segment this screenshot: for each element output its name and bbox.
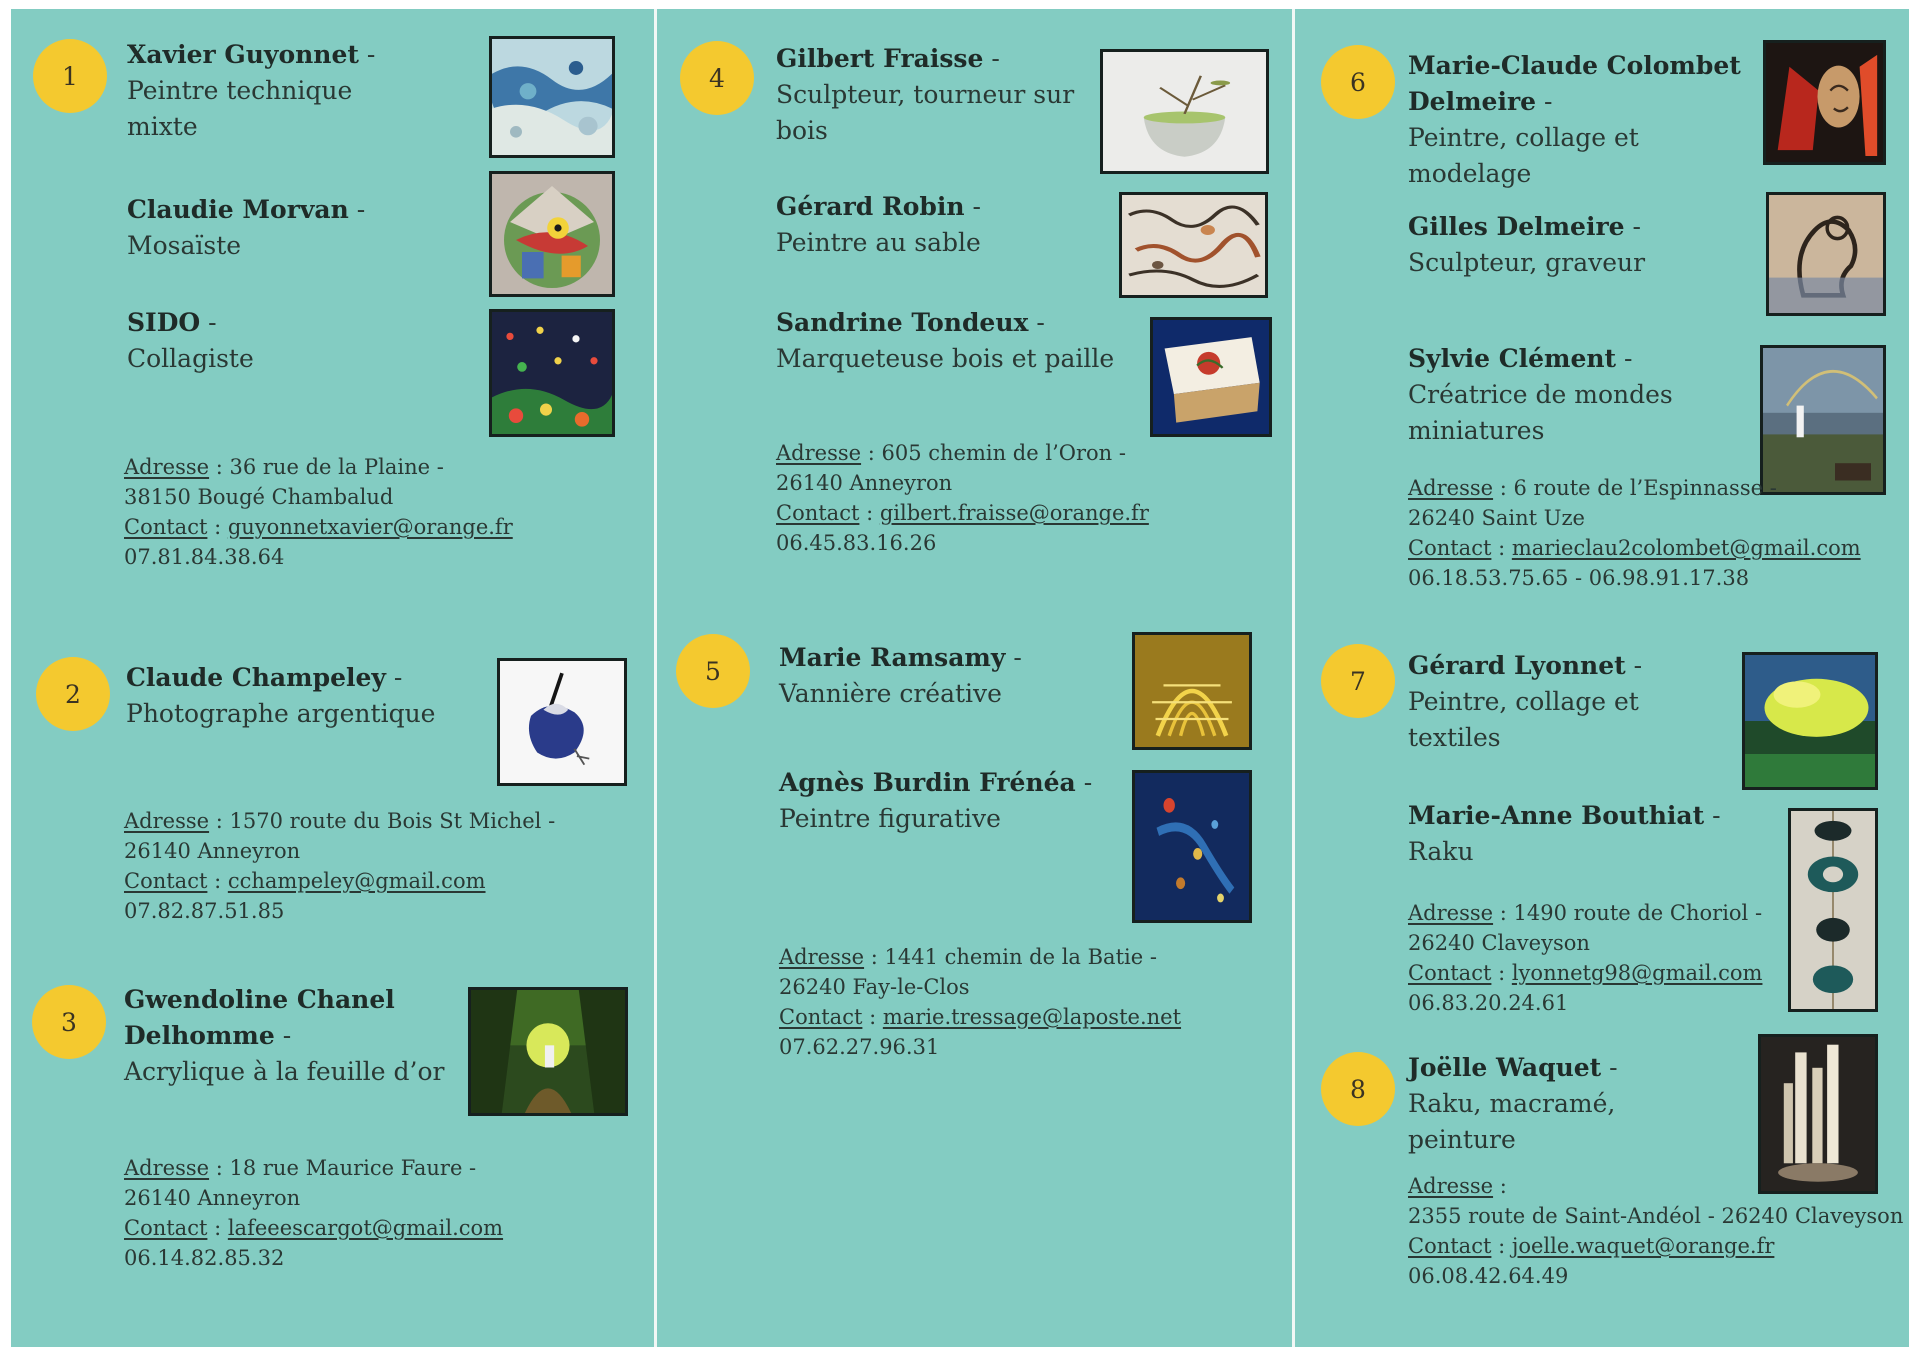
artist-discipline: Sculpteur, graveur (1408, 248, 1646, 277)
artist-name: Marie Ramsamy (779, 643, 1006, 672)
address-line: 18 rue Maurice Faure - (229, 1156, 477, 1180)
artist-discipline: Sculpteur, tourneur sur bois (776, 80, 1075, 145)
artist-discipline: Marqueteuse bois et paille (776, 344, 1115, 373)
artist-entry: Claude Champeley - Photographe argentique (126, 663, 436, 728)
contact-label: Contact (124, 1216, 208, 1240)
artwork-thumbnail (1150, 317, 1272, 437)
artwork-thumbnail (1758, 1034, 1878, 1194)
artwork-thumbnail (1742, 652, 1878, 790)
artist-entry: Gilles Delmeire - Sculpteur, graveur (1408, 212, 1646, 277)
address-label: Adresse (124, 455, 210, 479)
number-badge: 1 (33, 39, 107, 113)
address-line: 38150 Bougé Chambalud (124, 485, 394, 509)
address-label: Adresse (1408, 901, 1494, 925)
phone-number: 06.14.82.85.32 (124, 1246, 285, 1270)
address-line: 26140 Anneyron (124, 1186, 301, 1210)
number-badge: 5 (676, 634, 750, 708)
address-label: Adresse (776, 441, 862, 465)
artist-entry: Gilbert Fraisse - Sculpteur, tourneur sur bois (776, 44, 1075, 145)
artist-entry: Agnès Burdin Frénéa - Peintre figurative (779, 768, 1093, 833)
artist-name: Gilbert Fraisse (776, 44, 984, 73)
address-line: 1570 route du Bois St Michel - (229, 809, 556, 833)
contact-block: Adresse : 18 rue Maurice Faure - 26140 Anneyron Contact : lafeeescargot@gmail.com 06.14.82.85.32 (124, 1156, 504, 1270)
address-line: 26140 Anneyron (124, 839, 301, 863)
email-link[interactable]: joelle.waquet@orange.fr (1511, 1234, 1775, 1258)
number-badge: 3 (32, 985, 106, 1059)
contact-block: Adresse : 36 rue de la Plaine - 38150 Bougé Chambalud Contact : guyonnetxavier@orange.fr 07.81.84.38.64 (124, 455, 513, 569)
phone-number: 06.08.42.64.49 (1408, 1264, 1569, 1288)
artwork-thumbnail (1763, 40, 1886, 165)
address-line: 26140 Anneyron (776, 471, 953, 495)
artist-entry: Marie-Claude Colombet Delmeire - Peintre, collage et modelage (1408, 51, 1741, 188)
email-link[interactable]: guyonnetxavier@orange.fr (227, 515, 513, 539)
artist-entry: Marie Ramsamy - Vannière créative (779, 643, 1022, 708)
address-label: Adresse (124, 1156, 210, 1180)
contact-block: Adresse : 2355 route de Saint-Andéol - 26240 Claveyson Contact : joelle.waquet@orange.fr 06.08.42.64.49 (1408, 1174, 1904, 1288)
number-badge: 7 (1321, 644, 1395, 718)
artist-entry: Gwendoline Chanel Delhomme - Acrylique à la feuille d’or (124, 985, 445, 1086)
contact-block: Adresse : 1570 route du Bois St Michel - 26140 Anneyron Contact : cchampeley@gmail.com 07.82.87.51.85 (124, 809, 556, 923)
fold-line (1292, 9, 1295, 1347)
artist-entry: Sandrine Tondeux - Marqueteuse bois et paille (776, 308, 1115, 373)
contact-label: Contact (776, 501, 860, 525)
address-line: 26240 Claveyson (1408, 931, 1590, 955)
artist-name: Sylvie Clément (1408, 344, 1617, 373)
address-line: 6 route de l’Espinnasse - (1513, 476, 1777, 500)
artist-discipline: Mosaïste (127, 231, 242, 260)
address-line: 26240 Saint Uze (1408, 506, 1585, 530)
artist-discipline: Photographe argentique (126, 699, 436, 728)
artist-discipline: Créatrice de mondes miniatures (1408, 380, 1673, 445)
artist-name: SIDO (127, 308, 201, 337)
artist-name: Gwendoline Chanel Delhomme (124, 985, 395, 1050)
artist-discipline: Peintre, collage et modelage (1408, 123, 1639, 188)
contact-block: Adresse : 1441 chemin de la Batie - 26240 Fay-le-Clos Contact : marie.tressage@laposte.net 07.62.27.96.31 (779, 945, 1182, 1059)
artist-name: Gérard Robin (776, 192, 965, 221)
contact-label: Contact (1408, 961, 1492, 985)
address-line: 26240 Fay-le-Clos (779, 975, 970, 999)
artwork-thumbnail (1132, 632, 1252, 750)
artwork-thumbnail (1100, 49, 1269, 174)
artist-name: Xavier Guyonnet (127, 40, 359, 69)
contact-block: Adresse : 6 route de l’Espinnasse - 26240 Saint Uze Contact : marieclau2colombet@gmail.com 06.18.53.75.65 - 06.98.91.17.38 (1408, 476, 1861, 590)
artist-name: Agnès Burdin Frénéa (779, 768, 1076, 797)
number-badge: 4 (680, 41, 754, 115)
artist-discipline: Peintre, collage et textiles (1408, 687, 1639, 752)
contact-label: Contact (124, 515, 208, 539)
artist-discipline: Raku (1408, 837, 1474, 866)
artist-entry: Marie-Anne Bouthiat - Raku (1408, 801, 1721, 866)
artwork-thumbnail (489, 309, 615, 437)
number-badge: 2 (36, 657, 110, 731)
artist-name: Joëlle Waquet (1408, 1053, 1602, 1082)
address-label: Adresse (1408, 1174, 1494, 1198)
artist-name: Gilles Delmeire (1408, 212, 1625, 241)
address-label: Adresse (1408, 476, 1494, 500)
address-line: 605 chemin de l’Oron - (881, 441, 1126, 465)
contact-block: Adresse : 605 chemin de l’Oron - 26140 Anneyron Contact : gilbert.fraisse@orange.fr 06.45.83.16.26 (776, 441, 1149, 555)
email-link[interactable]: lyonnetg98@gmail.com (1511, 961, 1763, 985)
artist-discipline: Peintre technique mixte (127, 76, 353, 141)
artwork-thumbnail (1766, 192, 1886, 316)
artist-entry: Gérard Lyonnet - Peintre, collage et textiles (1408, 651, 1643, 752)
artist-discipline: Collagiste (127, 344, 254, 373)
artist-name: Marie-Anne Bouthiat (1408, 801, 1705, 830)
contact-block: Adresse : 1490 route de Choriol - 26240 Claveyson Contact : lyonnetg98@gmail.com 06.83.20.24.61 (1408, 901, 1763, 1015)
phone-number: 06.18.53.75.65 - 06.98.91.17.38 (1408, 566, 1750, 590)
artist-discipline: Peintre au sable (776, 228, 981, 257)
email-link[interactable]: marie.tressage@laposte.net (882, 1005, 1182, 1029)
artwork-thumbnail (468, 987, 628, 1116)
address-line: 36 rue de la Plaine - (229, 455, 444, 479)
artist-entry: Xavier Guyonnet - Peintre technique mixte (127, 40, 376, 141)
email-link[interactable]: gilbert.fraisse@orange.fr (879, 501, 1149, 525)
phone-number: 06.83.20.24.61 (1408, 991, 1569, 1015)
artist-discipline: Acrylique à la feuille d’or (124, 1057, 445, 1086)
artist-entry: SIDO - Collagiste (127, 308, 254, 373)
artist-name: Claude Champeley (126, 663, 386, 692)
email-link[interactable]: marieclau2colombet@gmail.com (1511, 536, 1861, 560)
artwork-thumbnail (489, 171, 615, 297)
artwork-thumbnail (489, 36, 615, 158)
email-link[interactable]: cchampeley@gmail.com (227, 869, 486, 893)
phone-number: 07.62.27.96.31 (779, 1035, 940, 1059)
contact-label: Contact (1408, 1234, 1492, 1258)
artist-entry: Joëlle Waquet - Raku, macramé, peinture (1408, 1053, 1618, 1154)
artwork-thumbnail (497, 658, 627, 786)
contact-label: Contact (124, 869, 208, 893)
fold-line (654, 9, 657, 1347)
address-label: Adresse (779, 945, 865, 969)
artist-name: Sandrine Tondeux (776, 308, 1029, 337)
email-link[interactable]: lafeeescargot@gmail.com (227, 1216, 504, 1240)
artwork-thumbnail (1119, 192, 1268, 298)
phone-number: 06.45.83.16.26 (776, 531, 937, 555)
artist-entry: Gérard Robin - Peintre au sable (776, 192, 981, 257)
address-label: Adresse (124, 809, 210, 833)
number-badge: 6 (1321, 45, 1395, 119)
artist-discipline: Raku, macramé, peinture (1408, 1089, 1616, 1154)
contact-label: Contact (1408, 536, 1492, 560)
address-line: 2355 route de Saint-Andéol - 26240 Claveyson (1408, 1204, 1904, 1228)
phone-number: 07.81.84.38.64 (124, 545, 285, 569)
phone-number: 07.82.87.51.85 (124, 899, 285, 923)
artist-entry: Claudie Morvan - Mosaïste (127, 195, 366, 260)
artist-discipline: Peintre figurative (779, 804, 1001, 833)
contact-label: Contact (779, 1005, 863, 1029)
artwork-thumbnail (1132, 770, 1252, 923)
artwork-thumbnail (1788, 808, 1878, 1012)
artist-name: Gérard Lyonnet (1408, 651, 1626, 680)
artist-discipline: Vannière créative (779, 679, 1002, 708)
artist-name: Marie-Claude Colombet Delmeire (1408, 51, 1741, 116)
address-line: 1441 chemin de la Batie - (884, 945, 1157, 969)
address-line: 1490 route de Choriol - (1513, 901, 1763, 925)
artist-entry: Sylvie Clément - Créatrice de mondes miniatures (1408, 344, 1673, 445)
number-badge: 8 (1321, 1052, 1395, 1126)
artist-name: Claudie Morvan (127, 195, 349, 224)
